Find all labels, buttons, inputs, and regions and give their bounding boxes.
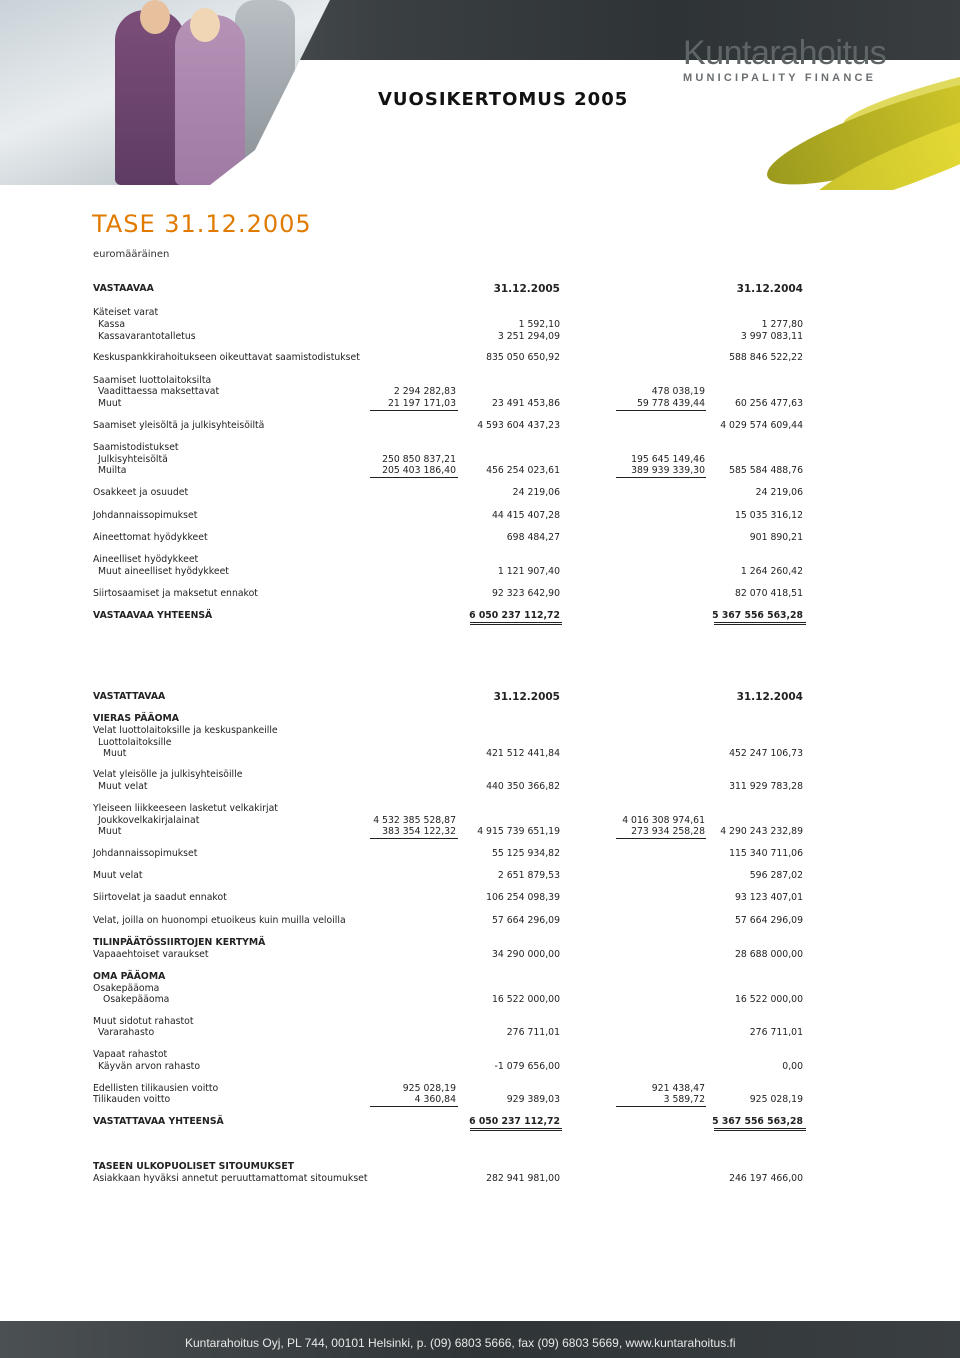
row-total-2004: 57 664 296,09	[734, 915, 803, 926]
row-total-2004: 5 367 556 563,28	[712, 1116, 803, 1127]
row-total-2005: 1 121 907,40	[497, 566, 560, 577]
row-label: Luottolaitoksille	[98, 737, 172, 748]
row-total-2004: 82 070 418,51	[734, 588, 803, 599]
row-subvalue-2004: 478 038,19	[651, 386, 705, 397]
row-label: Velat yleisölle ja julkisyhteisöille	[93, 769, 243, 780]
row-total-2005: 55 125 934,82	[491, 848, 560, 859]
liabilities-row	[93, 713, 813, 725]
assets-row	[93, 487, 813, 499]
row-label: Aineettomat hyödykkeet	[93, 532, 208, 543]
row-total-2004: 28 688 000,00	[734, 949, 803, 960]
row-label: Osakepääoma	[93, 983, 160, 994]
liabilities-subtotal-underline	[616, 1106, 706, 1107]
assets-row	[93, 386, 813, 398]
row-subvalue-2004: 389 939 339,30	[631, 465, 705, 476]
row-label: Muut	[103, 748, 127, 759]
assets-row	[93, 465, 813, 477]
row-total-2004: 3 997 083,11	[740, 331, 803, 342]
assets-col-2005: 31.12.2005	[493, 283, 560, 295]
row-label: Osakkeet ja osuudet	[93, 487, 189, 498]
unit-label: euromääräinen	[93, 249, 170, 260]
liabilities-row	[93, 949, 813, 961]
row-total-2004: 452 247 106,73	[729, 748, 803, 759]
assets-subtotal-underline	[616, 477, 706, 478]
assets-total-underline	[714, 624, 806, 625]
row-total-2005: 2 651 879,53	[497, 870, 560, 881]
row-total-2004: 4 029 574 609,44	[720, 420, 803, 431]
row-total-2004: 596 287,02	[749, 870, 803, 881]
assets-subtotal-underline	[370, 410, 458, 411]
row-label: VIERAS PÄÄOMA	[93, 713, 179, 724]
liabilities-row	[93, 848, 813, 860]
row-label: Osakepääoma	[103, 994, 170, 1005]
assets-row	[93, 610, 813, 622]
row-label: Velat luottolaitoksille ja keskuspankeille	[93, 725, 278, 736]
assets-total-underline	[714, 622, 806, 623]
assets-row	[93, 510, 813, 522]
row-subvalue-2004: 921 438,47	[651, 1083, 705, 1094]
row-label: Käyvän arvon rahasto	[98, 1061, 201, 1072]
off-balance-2005: 282 941 981,00	[486, 1173, 560, 1184]
row-label: Edellisten tilikausien voitto	[93, 1083, 219, 1094]
row-total-2004: 901 890,21	[749, 532, 803, 543]
row-label: Saamiset luottolaitoksilta	[93, 375, 212, 386]
liabilities-row	[93, 769, 813, 781]
liabilities-row	[93, 748, 813, 760]
assets-row	[93, 420, 813, 432]
liabilities-total-underline	[714, 1130, 806, 1131]
row-label: VASTATTAVAA YHTEENSÄ	[93, 1116, 224, 1127]
assets-row	[93, 331, 813, 343]
liabilities-header: VASTATTAVAA	[93, 691, 166, 702]
row-total-2004: 0,00	[782, 1061, 803, 1072]
liabilities-row	[93, 892, 813, 904]
liabilities-row	[93, 1049, 813, 1061]
row-total-2005: 92 323 642,90	[491, 588, 560, 599]
assets-total-underline	[470, 624, 562, 625]
assets-total-underline	[470, 622, 562, 623]
liabilities-subtotal-underline	[616, 838, 706, 839]
liabilities-row	[93, 870, 813, 882]
row-label: Vaadittaessa maksettavat	[98, 386, 220, 397]
row-label: Kassa	[98, 319, 126, 330]
brand-name: Kuntarahoitus	[683, 34, 887, 72]
off-balance-row	[93, 1173, 813, 1185]
assets-row	[93, 566, 813, 578]
liabilities-total-underline	[470, 1130, 562, 1131]
row-total-2005: 4 593 604 437,23	[477, 420, 560, 431]
row-total-2004: 115 340 711,06	[729, 848, 803, 859]
balance-title: TASE 31.12.2005	[92, 210, 312, 238]
assets-row	[93, 554, 813, 566]
row-label: Saamistodistukset	[93, 442, 179, 453]
off-balance-label: Asiakkaan hyväksi annetut peruuttamattomat sitoumukset	[93, 1173, 368, 1184]
row-total-2004: 93 123 407,01	[734, 892, 803, 903]
report-title: VUOSIKERTOMUS 2005	[378, 89, 629, 110]
row-label: Muut aineelliset hyödykkeet	[98, 566, 229, 577]
row-label: Joukkovelkakirjalainat	[98, 815, 200, 826]
row-label: Siirtosaamiset ja maksetut ennakot	[93, 588, 258, 599]
row-total-2005: 57 664 296,09	[491, 915, 560, 926]
row-label: Vapaaehtoiset varaukset	[93, 949, 209, 960]
row-total-2005: 4 915 739 651,19	[477, 826, 560, 837]
row-subvalue-2005: 925 028,19	[402, 1083, 456, 1094]
liabilities-row	[93, 803, 813, 815]
row-total-2005: 44 415 407,28	[491, 510, 560, 521]
liabilities-row	[93, 1094, 813, 1106]
row-subvalue-2005: 4 360,84	[414, 1094, 456, 1105]
row-total-2005: 456 254 023,61	[486, 465, 560, 476]
assets-subtotal-underline	[370, 477, 458, 478]
row-label: Muut	[98, 826, 122, 837]
liabilities-row	[93, 937, 813, 949]
row-subvalue-2004: 4 016 308 974,61	[622, 815, 705, 826]
brand-subtitle: MUNICIPALITY FINANCE	[683, 72, 877, 84]
row-total-2004: 1 277,80	[761, 319, 803, 330]
row-subvalue-2004: 59 778 439,44	[636, 398, 705, 409]
row-subvalue-2005: 4 532 385 528,87	[373, 815, 456, 826]
liabilities-row	[93, 971, 813, 983]
row-label: Vapaat rahastot	[93, 1049, 168, 1060]
row-total-2005: 276 711,01	[506, 1027, 560, 1038]
off-balance-header: TASEEN ULKOPUOLISET SITOUMUKSET	[93, 1161, 295, 1172]
row-total-2005: 6 050 237 112,72	[469, 1116, 560, 1127]
assets-row	[93, 398, 813, 410]
liabilities-total-underline	[470, 1128, 562, 1129]
liabilities-col-2005: 31.12.2005	[493, 691, 560, 703]
row-total-2005: 24 219,06	[512, 487, 560, 498]
row-label: Tilikauden voitto	[93, 1094, 171, 1105]
off-balance-2004: 246 197 466,00	[729, 1173, 803, 1184]
liabilities-row	[93, 1116, 813, 1128]
off-balance-header-row	[93, 1161, 813, 1173]
row-total-2004: 16 522 000,00	[734, 994, 803, 1005]
row-total-2005: 3 251 294,09	[497, 331, 560, 342]
row-subvalue-2004: 273 934 258,28	[631, 826, 705, 837]
liabilities-header-row	[93, 691, 813, 703]
row-total-2005: 929 389,03	[506, 1094, 560, 1105]
row-total-2004: 925 028,19	[749, 1094, 803, 1105]
row-label: Yleiseen liikkeeseen lasketut velkakirjat	[93, 803, 278, 814]
assets-row	[93, 588, 813, 600]
row-label: OMA PÄÄOMA	[93, 971, 166, 982]
row-total-2005: 440 350 366,82	[486, 781, 560, 792]
liabilities-row	[93, 1027, 813, 1039]
row-total-2005: 106 254 098,39	[486, 892, 560, 903]
row-label: Muut velat	[93, 870, 143, 881]
row-label: Vararahasto	[98, 1027, 155, 1038]
liabilities-subtotal-underline	[370, 1106, 458, 1107]
row-subvalue-2004: 195 645 149,46	[631, 454, 705, 465]
row-label: Julkisyhteisöltä	[98, 454, 168, 465]
liabilities-row	[93, 994, 813, 1006]
assets-header-row	[93, 283, 813, 295]
row-label: Velat, joilla on huonompi etuoikeus kuin muilla veloilla	[93, 915, 346, 926]
liabilities-row	[93, 781, 813, 793]
row-label: Muilta	[98, 465, 127, 476]
row-label: Keskuspankkirahoitukseen oikeuttavat saamistodistukset	[93, 352, 360, 363]
row-total-2004: 60 256 477,63	[734, 398, 803, 409]
row-label: Siirtovelat ja saadut ennakot	[93, 892, 227, 903]
liabilities-row	[93, 915, 813, 927]
row-label: Johdannaissopimukset	[93, 510, 198, 521]
row-label: Muut	[98, 398, 122, 409]
row-label: Johdannaissopimukset	[93, 848, 198, 859]
row-total-2005: 835 050 650,92	[486, 352, 560, 363]
row-total-2004: 311 929 783,28	[729, 781, 803, 792]
row-total-2004: 276 711,01	[749, 1027, 803, 1038]
row-label: Käteiset varat	[93, 307, 159, 318]
liabilities-total-underline	[714, 1128, 806, 1129]
row-total-2004: 5 367 556 563,28	[712, 610, 803, 621]
footer-contact: Kuntarahoitus Oyj, PL 744, 00101 Helsinki, p. (09) 6803 5666, fax (09) 6803 5669, www.kuntarahoitus.fi	[185, 1336, 736, 1350]
row-label: Aineelliset hyödykkeet	[93, 554, 199, 565]
row-label: Muut velat	[98, 781, 148, 792]
row-total-2005: 34 290 000,00	[491, 949, 560, 960]
row-subvalue-2005: 205 403 186,40	[382, 465, 456, 476]
row-total-2004: 4 290 243 232,89	[720, 826, 803, 837]
row-total-2004: 15 035 316,12	[734, 510, 803, 521]
liabilities-row	[93, 725, 813, 737]
assets-row	[93, 319, 813, 331]
row-total-2005: 16 522 000,00	[491, 994, 560, 1005]
assets-row	[93, 442, 813, 454]
row-label: VASTAAVAA YHTEENSÄ	[93, 610, 213, 621]
row-total-2004: 24 219,06	[755, 487, 803, 498]
assets-row	[93, 532, 813, 544]
assets-col-2004: 31.12.2004	[736, 283, 803, 295]
row-label: Kassavarantotalletus	[98, 331, 196, 342]
assets-subtotal-underline	[616, 410, 706, 411]
liabilities-row	[93, 826, 813, 838]
row-subvalue-2005: 383 354 122,32	[382, 826, 456, 837]
header-photo	[0, 0, 330, 185]
row-total-2005: 698 484,27	[506, 532, 560, 543]
row-subvalue-2004: 3 589,72	[663, 1094, 705, 1105]
row-total-2005: 6 050 237 112,72	[469, 610, 560, 621]
row-total-2005: 1 592,10	[518, 319, 560, 330]
row-total-2005: -1 079 656,00	[494, 1061, 560, 1072]
row-label: Saamiset yleisöltä ja julkisyhteisöiltä	[93, 420, 265, 431]
assets-row	[93, 352, 813, 364]
row-total-2005: 23 491 453,86	[491, 398, 560, 409]
row-subvalue-2005: 21 197 171,03	[387, 398, 456, 409]
row-label: TILINPÄÄTÖSSIIRTOJEN KERTYMÄ	[93, 937, 266, 948]
liabilities-col-2004: 31.12.2004	[736, 691, 803, 703]
row-label: Muut sidotut rahastot	[93, 1016, 194, 1027]
liabilities-subtotal-underline	[370, 838, 458, 839]
row-subvalue-2005: 2 294 282,83	[393, 386, 456, 397]
assets-row	[93, 307, 813, 319]
row-total-2004: 585 584 488,76	[729, 465, 803, 476]
row-total-2004: 588 846 522,22	[729, 352, 803, 363]
row-total-2004: 1 264 260,42	[740, 566, 803, 577]
brand-logo	[683, 34, 886, 84]
row-total-2005: 421 512 441,84	[486, 748, 560, 759]
row-subvalue-2005: 250 850 837,21	[382, 454, 456, 465]
assets-header: VASTAAVAA	[93, 283, 154, 294]
liabilities-row	[93, 1061, 813, 1073]
